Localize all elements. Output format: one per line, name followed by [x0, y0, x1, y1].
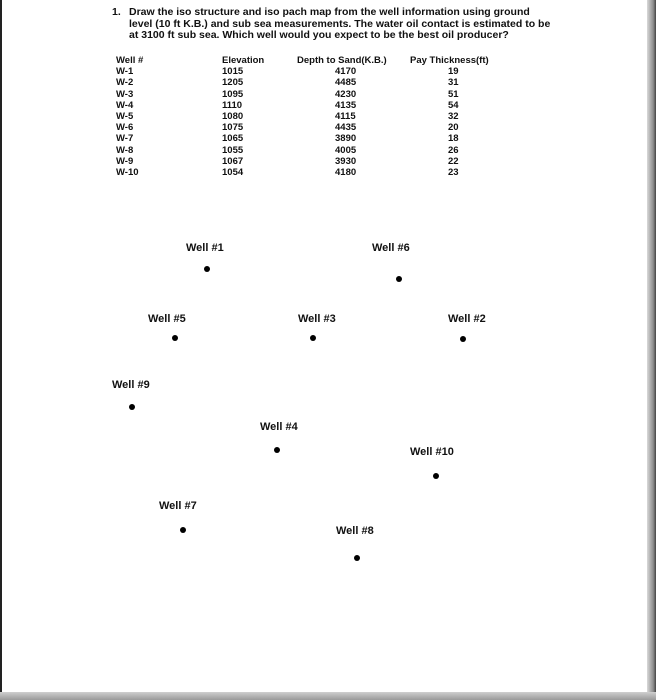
- cell-pay: 54: [448, 99, 459, 111]
- cell-pay: 18: [448, 133, 459, 145]
- well-marker-8: [354, 555, 360, 561]
- question-line: level (10 ft K.B.) and sub sea measurements. The water oil contact is estimated to be: [129, 17, 551, 30]
- header-well: Well #: [116, 55, 144, 66]
- cell-well: W-9: [116, 155, 134, 167]
- header-depth: Depth to Sand(K.B.): [297, 55, 387, 66]
- well-marker-4: [274, 447, 280, 453]
- well-label-5: Well #5: [148, 313, 186, 325]
- cell-elevation: 1065: [222, 133, 244, 145]
- question-line: Draw the iso structure and iso pach map from the well information using ground: [129, 6, 530, 18]
- cell-depth: 4485: [335, 77, 357, 89]
- well-marker-5: [172, 335, 178, 341]
- header-elevation: Elevation: [222, 55, 265, 66]
- well-marker-10: [433, 473, 439, 479]
- cell-well: W-6: [116, 122, 134, 134]
- well-marker-7: [180, 527, 186, 533]
- well-label-7: Well #7: [159, 500, 197, 512]
- cell-well: W-7: [116, 133, 134, 145]
- cell-pay: 26: [448, 144, 459, 156]
- cell-pay: 22: [448, 155, 459, 167]
- cell-elevation: 1110: [222, 99, 243, 111]
- well-label-1: Well #1: [186, 242, 224, 254]
- cell-well: W-4: [116, 99, 134, 111]
- cell-depth: 4170: [335, 66, 357, 78]
- well-marker-3: [310, 335, 316, 341]
- well-marker-6: [396, 276, 402, 282]
- cell-depth: 4115: [335, 110, 356, 122]
- cell-depth: 4230: [335, 88, 357, 100]
- cell-depth: 4435: [335, 122, 357, 134]
- cell-depth: 3890: [335, 133, 357, 145]
- cell-well: W-5: [116, 110, 134, 122]
- well-label-8: Well #8: [336, 525, 374, 537]
- cell-well: W-1: [116, 66, 134, 78]
- well-label-6: Well #6: [372, 242, 410, 254]
- page-edge-right: [647, 0, 656, 700]
- cell-pay: 31: [448, 77, 459, 89]
- cell-depth: 4005: [335, 144, 357, 156]
- cell-depth: 4135: [335, 99, 357, 111]
- cell-elevation: 1054: [222, 166, 244, 178]
- cell-well: W-3: [116, 88, 134, 100]
- cell-well: W-2: [116, 77, 134, 89]
- cell-elevation: 1055: [222, 144, 244, 156]
- question-number: 1.: [112, 6, 121, 18]
- well-label-9: Well #9: [112, 379, 150, 391]
- page-edge-bottom: [0, 692, 656, 700]
- cell-pay: 32: [448, 110, 459, 122]
- cell-pay: 20: [448, 122, 459, 134]
- well-marker-9: [129, 404, 135, 410]
- table-column-pay: [410, 55, 502, 178]
- cell-well: W-10: [116, 166, 139, 178]
- cell-elevation: 1205: [222, 77, 244, 89]
- page-edge-left: [0, 0, 2, 700]
- well-marker-2: [460, 336, 466, 342]
- question-text: [129, 7, 554, 42]
- well-label-4: Well #4: [260, 421, 298, 433]
- cell-pay: 19: [448, 66, 459, 78]
- well-label-2: Well #2: [448, 313, 486, 325]
- table-column-depth: [297, 55, 407, 178]
- table-column-elevation: [222, 55, 264, 178]
- well-label-3: Well #3: [298, 313, 336, 325]
- cell-elevation: 1075: [222, 122, 244, 134]
- cell-elevation: 1015: [222, 66, 244, 78]
- cell-well: W-8: [116, 144, 134, 156]
- cell-pay: 23: [448, 166, 459, 178]
- header-pay: Pay Thickness(ft): [410, 55, 489, 66]
- cell-pay: 51: [448, 88, 459, 100]
- question-line: at 3100 ft sub sea. Which well would you expect to be the best oil producer?: [129, 29, 509, 41]
- table-column-well: [116, 55, 143, 178]
- well-label-10: Well #10: [410, 446, 454, 458]
- cell-depth: 4180: [335, 166, 357, 178]
- cell-elevation: 1095: [222, 88, 244, 100]
- cell-elevation: 1080: [222, 110, 244, 122]
- well-marker-1: [204, 266, 210, 272]
- cell-elevation: 1067: [222, 155, 244, 167]
- cell-depth: 3930: [335, 155, 357, 167]
